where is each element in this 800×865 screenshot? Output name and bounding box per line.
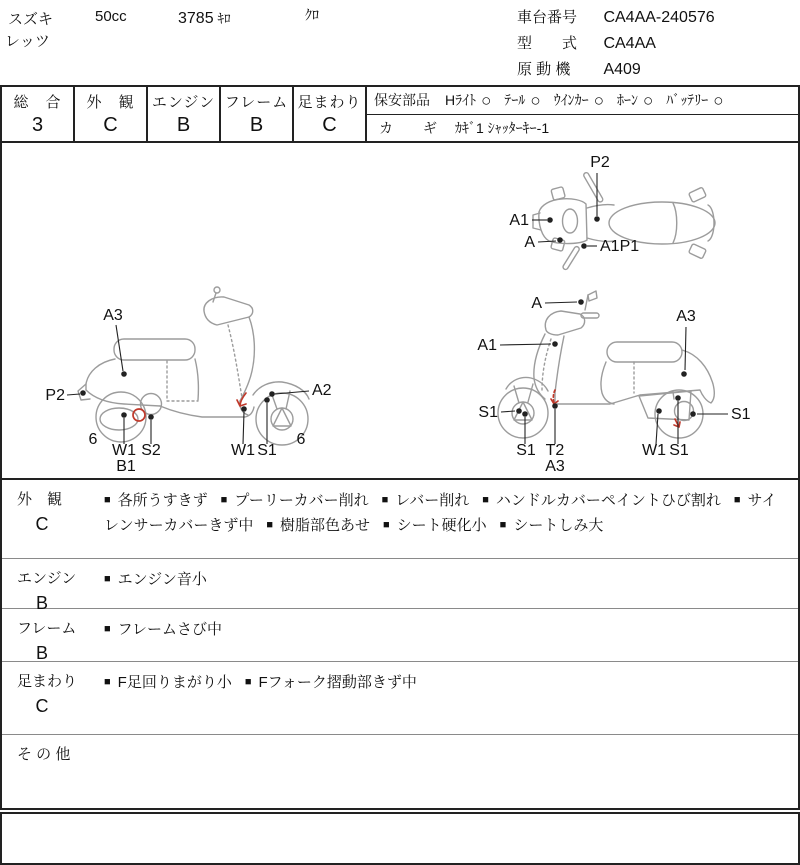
section-undercarriage (2, 662, 798, 735)
model-type-row (517, 31, 715, 57)
leg-shield-inner-dotted (228, 325, 242, 398)
handlebar-top (583, 172, 604, 203)
diagram-label: P2 (590, 154, 610, 171)
comment-item (104, 674, 232, 691)
vehicle-id-block (517, 5, 715, 83)
diagram-label: W1 (642, 442, 666, 459)
safety-part-item (504, 90, 540, 110)
comment-item (245, 674, 417, 691)
diagram-label: W1 (112, 442, 136, 459)
ok-circle-mark: ○ (593, 90, 604, 110)
seat-seam (673, 203, 677, 243)
chassis-number-row (517, 5, 715, 31)
safety-part-name: ﾃｰﾙ (504, 92, 526, 109)
comment-text: シート硬化小 (396, 516, 487, 534)
floor-tunnel (587, 205, 614, 242)
diagram-label: A1 (477, 337, 497, 354)
front-leg-shield (240, 317, 254, 401)
comment-text: 各所うすきず (117, 492, 208, 509)
diagram-label: S1 (731, 406, 751, 423)
tail-cap (708, 205, 714, 241)
engine-code-row (517, 57, 715, 83)
section-other-comments (102, 735, 798, 808)
handlebar-cover (545, 311, 584, 335)
diagram-label: A3 (676, 308, 696, 325)
section-exterior-head (2, 480, 102, 558)
safety-part-item (554, 90, 604, 110)
handlebar-bottom (562, 246, 580, 271)
comment-text: シートしみ大 (513, 516, 604, 534)
diagram-label: S1 (516, 442, 536, 459)
section-engine (2, 559, 798, 613)
safety-parts-row (367, 87, 798, 115)
chassis-number-value: CA4AA-240576 (603, 9, 715, 26)
safety-parts-block (367, 87, 798, 141)
section-grade: B (35, 593, 48, 613)
main-report-box (0, 85, 800, 810)
scooter-top-view-drawing (509, 154, 715, 270)
body-under-seat (601, 362, 614, 404)
engine-code-value: A409 (603, 61, 641, 78)
ok-circle-mark: ○ (530, 90, 541, 110)
section-label: 外 観 (17, 491, 63, 508)
comment-item (266, 517, 370, 534)
model-type-value: CA4AA (603, 35, 656, 52)
rear-hub (675, 402, 694, 421)
comment-text: Fフォーク摺動部きず中 (258, 674, 417, 691)
comment-text: フレームさび中 (117, 621, 223, 638)
diagram-label: W1 (231, 442, 255, 459)
comment-item (104, 492, 208, 509)
diagram-label: B1 (116, 458, 136, 475)
safety-parts-items (432, 90, 724, 110)
section-frame-comments (102, 609, 798, 661)
rating-cell (148, 87, 221, 141)
diagram-label: S1 (257, 442, 277, 459)
diagram-label: A3 (545, 458, 565, 475)
shock-link (673, 392, 674, 399)
diagram-label: T2 (545, 442, 565, 459)
engine-code-label: 原 動 機 (517, 61, 571, 78)
damage-mark-red-circle (133, 409, 145, 421)
damage-diagram-box (2, 143, 798, 480)
diagram-label: 6 (296, 431, 306, 448)
rear-flap-left (689, 187, 707, 202)
comment-text: サイレンサーカバーきず中 (104, 492, 777, 534)
section-grade: B (35, 643, 48, 663)
section-engine-head (2, 559, 102, 613)
diagram-label: A3 (103, 307, 123, 324)
diagram-label: A (531, 295, 542, 312)
scooter-right-side-drawing (45, 287, 331, 475)
diagram-label: A1P1 (600, 238, 640, 255)
rear-body (86, 359, 115, 390)
section-label: そ の 他 (17, 746, 71, 763)
underseat-dotted-lines (167, 361, 198, 401)
bullet-icon: ■ (266, 518, 273, 531)
mileage-unit: ｷﾛ (217, 11, 231, 26)
bullet-icon: ■ (381, 494, 389, 506)
section-label: エンジン (17, 570, 77, 587)
keys-label: カ ギ (379, 119, 445, 136)
seat (114, 339, 195, 360)
comment-item (500, 517, 604, 534)
rear-wheel (96, 392, 146, 442)
safety-part-name: Hﾗｲﾄ (445, 92, 477, 109)
diagram-label: 6 (88, 431, 98, 448)
maker-name: スズキ (8, 11, 54, 28)
section-exterior-comments (102, 480, 798, 558)
rating-grade: C (103, 114, 118, 136)
comment-text: エンジン音小 (117, 571, 207, 588)
headlight (563, 209, 578, 233)
safety-part-name: ﾊﾞｯﾃﾘｰ (666, 92, 709, 109)
rating-cell (2, 87, 75, 141)
rating-label: フレーム (224, 94, 289, 111)
bullet-icon: ■ (220, 494, 228, 506)
handlebar-cover (204, 297, 253, 325)
comment-item (383, 517, 487, 534)
rating-cell (221, 87, 294, 141)
model-name: レッツ (5, 33, 50, 50)
section-frame-head (2, 609, 102, 661)
bullet-icon: ■ (104, 623, 111, 635)
comment-item (221, 492, 369, 509)
ok-circle-mark: ○ (481, 90, 492, 110)
section-exterior (2, 480, 798, 559)
left-mirror (551, 187, 565, 201)
bullet-icon: ■ (104, 676, 111, 688)
comment-text: ハンドルカバーペイントひび割れ (495, 492, 721, 509)
mirror-stem (585, 295, 588, 310)
diagram-label: S1 (478, 404, 498, 421)
comment-item (382, 492, 470, 509)
engine-case (100, 408, 138, 430)
comment-text: 樹脂部色あせ (279, 516, 370, 534)
bullet-icon: ■ (482, 494, 489, 506)
comment-item (482, 492, 721, 509)
diagram-label: S1 (669, 442, 689, 459)
keys-value: ｶｷﾞ1 ｼｬｯﾀｰｷｰ-1 (455, 119, 550, 136)
section-undercarriage-head (2, 662, 102, 734)
comment-text: レバー削れ (395, 492, 470, 509)
rating-grade: C (322, 114, 337, 136)
rating-grade: 3 (31, 114, 44, 136)
bullet-icon: ■ (499, 518, 507, 531)
comment-item (104, 571, 207, 588)
bullet-icon: ■ (104, 573, 111, 585)
front-fork (514, 384, 533, 403)
body-side-panel (195, 359, 198, 400)
diagram-label: P2 (45, 387, 65, 404)
section-label: 足まわり (17, 673, 78, 690)
section-other (2, 735, 798, 808)
bottom-empty-box (0, 812, 800, 865)
bullet-icon: ■ (244, 676, 252, 688)
mileage: 3785 ｷﾛ (178, 10, 231, 27)
chassis-number-label: 車台番号 (517, 9, 578, 26)
front-hub (271, 408, 293, 430)
section-engine-comments (102, 559, 798, 608)
section-label: フレーム (17, 620, 77, 637)
displacement: 50cc (95, 8, 127, 25)
safety-part-item (445, 90, 491, 110)
rating-grade: B (176, 114, 191, 136)
safety-parts-label: 保安部品 (374, 92, 430, 109)
safety-part-item (617, 90, 653, 110)
ok-circle-mark: ○ (713, 90, 724, 110)
seat (607, 342, 682, 362)
rating-grade: B (249, 114, 264, 136)
front-fender (253, 382, 309, 399)
diagram-label: A2 (312, 382, 332, 399)
leg-shield-inner-dotted (542, 339, 551, 390)
comment-item (104, 621, 222, 638)
body-color: ｸﾛ (305, 7, 319, 23)
rating-cell (75, 87, 148, 141)
safety-part-name: ｳｲﾝｶｰ (553, 92, 589, 109)
diagram-label: A (524, 234, 535, 251)
rear-flap-right (689, 244, 707, 259)
mirror-head (214, 287, 220, 293)
scooter-left-side-drawing (477, 291, 750, 475)
ok-circle-mark: ○ (642, 90, 654, 110)
diagram-label: A1 (509, 212, 529, 229)
rating-cell (294, 87, 367, 141)
scooter-diagrams (2, 143, 800, 480)
comment-text: F足回りまがり小 (117, 674, 232, 691)
bullet-icon: ■ (733, 494, 741, 506)
rating-label: 足まわり (297, 94, 362, 111)
rating-label: 総 合 (13, 94, 62, 111)
safety-part-name: ﾎｰﾝ (616, 92, 638, 109)
section-other-head (2, 735, 102, 808)
diagram-label: S2 (141, 442, 161, 459)
model-type-label: 型 式 (517, 35, 578, 52)
section-grade: C (35, 696, 49, 716)
bullet-icon: ■ (104, 494, 111, 506)
keys-row (367, 115, 798, 142)
mirror-head (588, 291, 597, 301)
section-grade: C (35, 514, 49, 534)
section-undercarriage-comments (102, 662, 798, 734)
comment-text: プーリーカバー削れ (234, 492, 369, 509)
rating-label: 外 観 (86, 94, 135, 111)
section-frame (2, 609, 798, 662)
safety-part-item (666, 90, 723, 110)
rating-label: エンジン (151, 94, 216, 111)
ratings-table (2, 87, 798, 143)
floorboard (555, 395, 640, 404)
rating-cells (2, 87, 367, 141)
bullet-icon: ■ (383, 518, 390, 531)
